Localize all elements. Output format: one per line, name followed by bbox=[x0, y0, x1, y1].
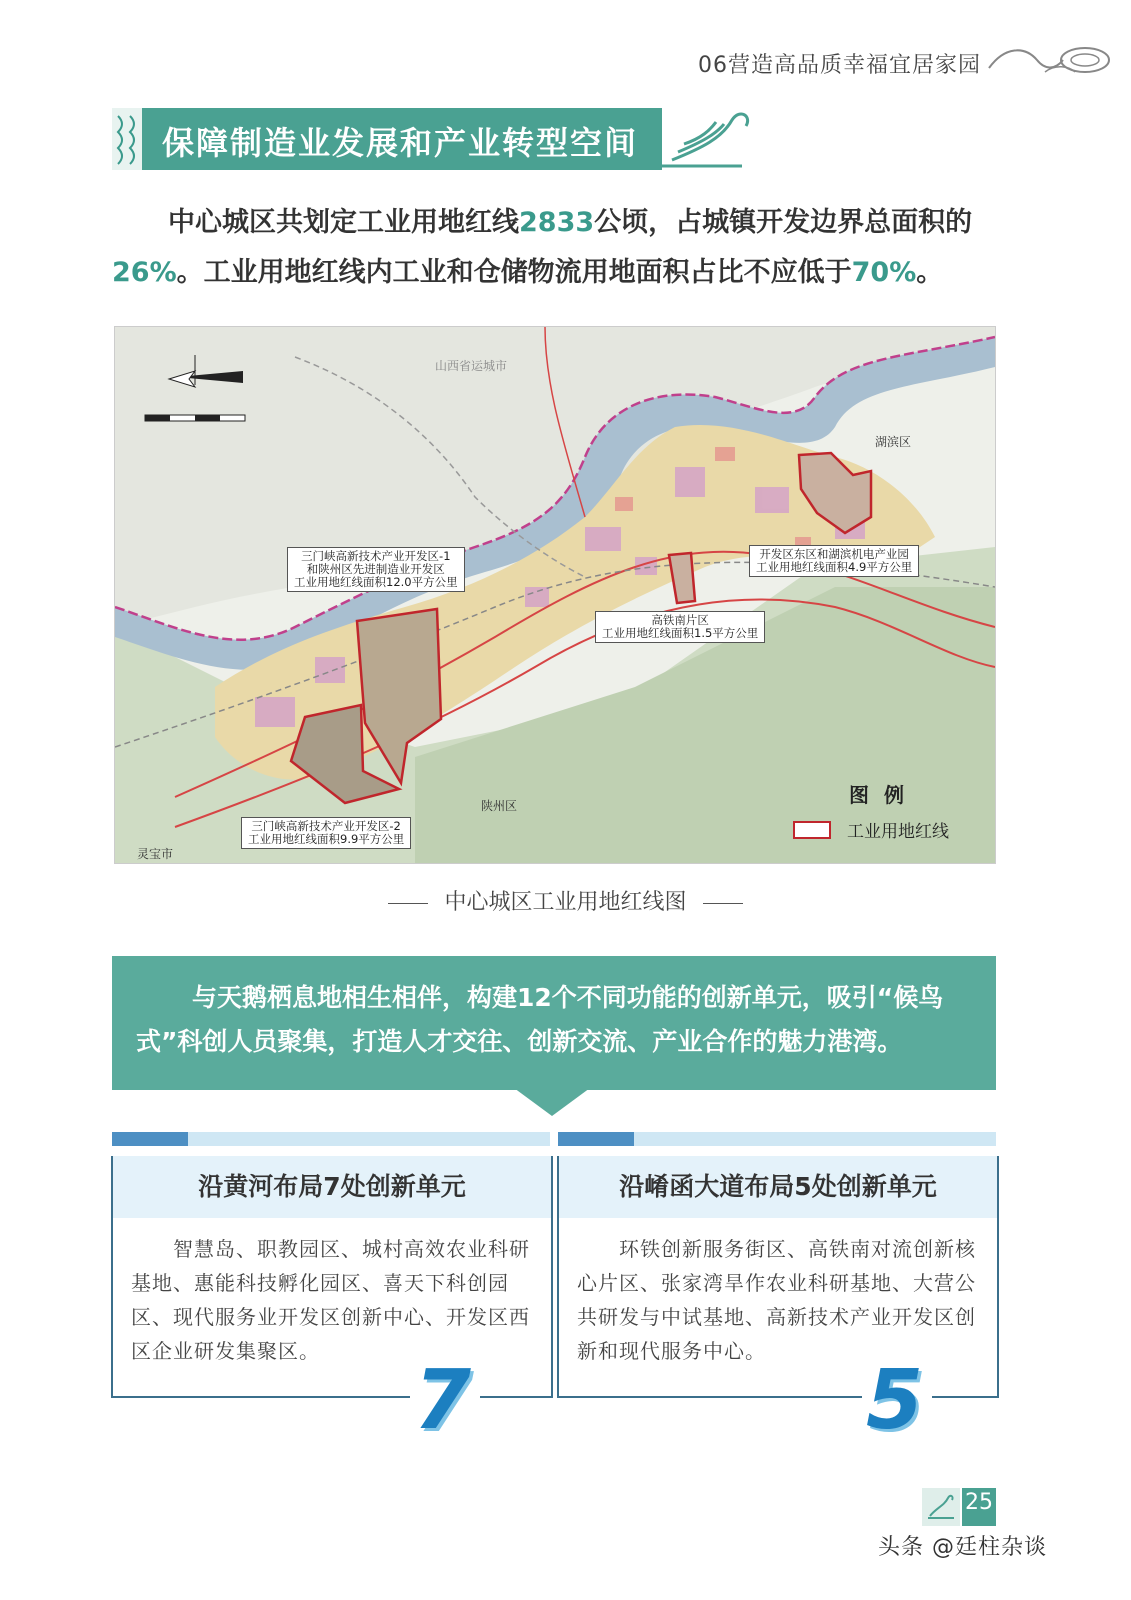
intro-text-3: 。工业用地红线内工业和仓储物流用地面积占比不应低于 bbox=[176, 257, 852, 288]
map-caption-text: 中心城区工业用地红线图 bbox=[444, 890, 687, 915]
intro-highlight-percent: 26% bbox=[112, 257, 177, 288]
card1-big-number: 7 bbox=[414, 1353, 472, 1448]
card-xiaohan-avenue bbox=[557, 1156, 999, 1398]
card1-topbar-accent bbox=[112, 1132, 188, 1146]
card2-topbar-accent bbox=[558, 1132, 634, 1146]
callout-text: 与天鹅栖息地相生相伴，构建12个不同功能的创新单元，吸引“候鸟式”科创人员聚集，打造人才交往、创新交流、产业合作的魅力港湾。 bbox=[136, 983, 944, 1056]
map-place-shanzhou: 陕州区 bbox=[481, 799, 518, 813]
legend-redline-swatch-icon bbox=[793, 821, 831, 839]
zone2-name: 开发区东区和湖滨机电产业园 bbox=[759, 547, 909, 561]
intro-highlight-area: 2833 bbox=[519, 207, 595, 238]
map-label-zone3 bbox=[595, 611, 765, 643]
zone3-name: 高铁南片区 bbox=[651, 613, 709, 627]
map-caption bbox=[0, 885, 1131, 916]
card1-title: 沿黄河布局7处创新单元 bbox=[113, 1156, 551, 1218]
zone2-area: 工业用地红线面积4.9平方公里 bbox=[756, 560, 913, 574]
card2-title: 沿崤函大道布局5处创新单元 bbox=[559, 1156, 997, 1218]
section-title: 保障制造业发展和产业转型空间 bbox=[162, 124, 639, 162]
map-label-zone2 bbox=[749, 545, 919, 577]
page-number: 25 bbox=[965, 1490, 993, 1515]
callout-arrow-icon bbox=[514, 1088, 590, 1116]
intro-text-1: 中心城区共划定工业用地红线 bbox=[168, 207, 519, 238]
map-legend-item: 工业用地红线 bbox=[847, 822, 949, 842]
card-yellow-river bbox=[111, 1156, 553, 1398]
intro-text-2: 公顷，占城镇开发边界总面积的 bbox=[594, 207, 973, 238]
caption-dash-left bbox=[388, 903, 428, 904]
intro-highlight-ratio: 70% bbox=[851, 257, 917, 288]
zone4-name: 三门峡高新技术产业开发区-2 bbox=[251, 819, 401, 833]
card2-big-number: 5 bbox=[866, 1353, 924, 1448]
map-place-shanxi: 山西省运城市 bbox=[435, 359, 508, 373]
map-place-hubin: 湖滨区 bbox=[875, 435, 912, 449]
map-label-zone4 bbox=[241, 817, 411, 849]
zone3-area: 工业用地红线面积1.5平方公里 bbox=[602, 626, 759, 640]
card1-body: 智慧岛、职教园区、城村高效农业科研基地、惠能科技孵化园区、喜天下科创园区、现代服务业开发区创新中心、开发区西区企业研发集聚区。 bbox=[131, 1237, 530, 1363]
zone1-name2: 和陕州区先进制造业开发区 bbox=[306, 562, 445, 576]
scale-bar-icon bbox=[145, 415, 245, 421]
map-legend-title: 图 例 bbox=[849, 783, 908, 807]
intro-text-4: 。 bbox=[916, 257, 944, 288]
caption-dash-right bbox=[703, 903, 743, 904]
industrial-land-redline-map bbox=[114, 326, 996, 864]
watermark: 头条 @廷柱杂谈 bbox=[878, 1535, 1047, 1560]
zone4-area: 工业用地红线面积9.9平方公里 bbox=[248, 832, 405, 846]
card2-body: 环铁创新服务街区、高铁南对流创新核心片区、张家湾旱作农业科研基地、大营公共研发与中试基地、高新技术产业开发区创新和现代服务中心。 bbox=[577, 1237, 976, 1363]
chapter-title: 06营造高品质幸福宜居家园 bbox=[698, 53, 981, 78]
zone1-area: 工业用地红线面积12.0平方公里 bbox=[294, 575, 458, 589]
intro-paragraph bbox=[112, 198, 1012, 298]
swan-page-icon bbox=[922, 1488, 960, 1526]
map-label-zone1 bbox=[287, 547, 465, 592]
zone1-name: 三门峡高新技术产业开发区-1 bbox=[301, 549, 451, 563]
map-place-lingbao: 灵宝市 bbox=[137, 847, 174, 861]
decorative-swan-ornament-icon bbox=[985, 42, 1113, 78]
